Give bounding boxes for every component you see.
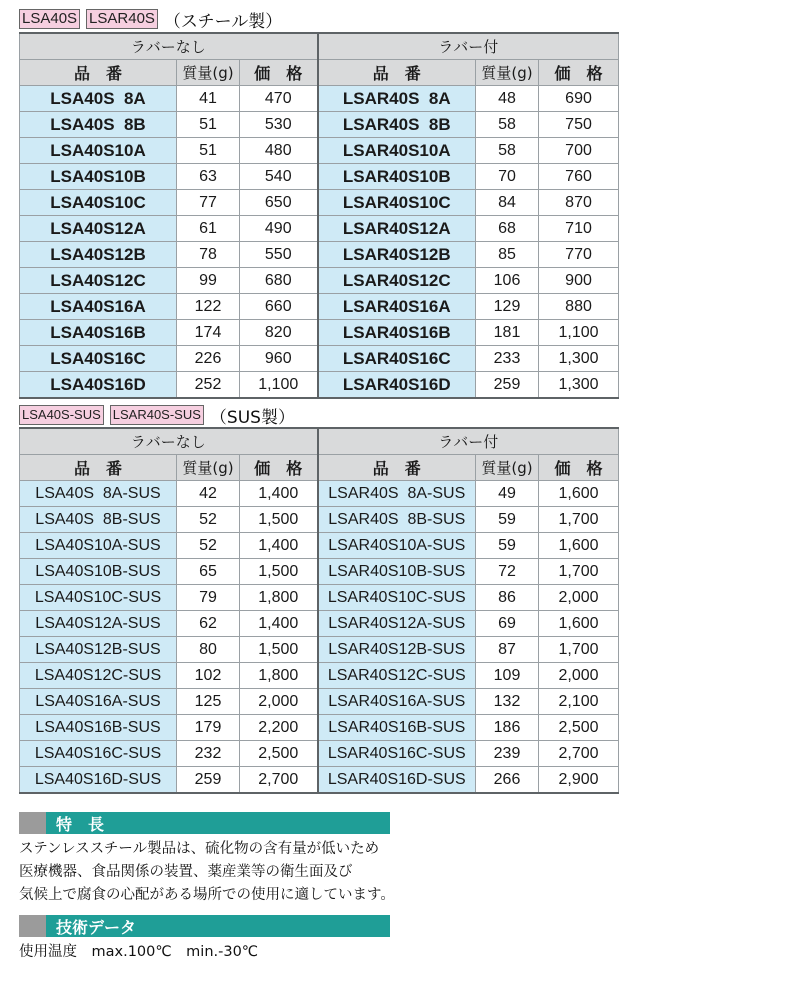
mass-rubber: 181 [476, 320, 539, 346]
part-number-rubber: LSAR40S10B [318, 164, 476, 190]
price-rubber: 1,600 [539, 481, 619, 507]
price-rubber: 750 [539, 112, 619, 138]
price-rubber: 870 [539, 190, 619, 216]
part-number-rubber: LSAR40S10A [318, 138, 476, 164]
steel-table-row [20, 112, 619, 138]
price-rubber: 2,100 [539, 689, 619, 715]
part-number-rubber: LSAR40S16D-SUS [318, 767, 476, 794]
steel-material-label: （スチール製） [163, 11, 283, 32]
part-number-no-rubber: LSA40S16C-SUS [20, 741, 177, 767]
price-rubber: 710 [539, 216, 619, 242]
mass-rubber: 85 [476, 242, 539, 268]
mass-no-rubber: 99 [177, 268, 240, 294]
mass-rubber: 239 [476, 741, 539, 767]
sus-tag-lsa40s-sus: LSA40S-SUS [19, 405, 104, 425]
steel-table-row [20, 294, 619, 320]
price-no-rubber: 1,400 [240, 611, 318, 637]
mass-no-rubber: 79 [177, 585, 240, 611]
mass-rubber: 69 [476, 611, 539, 637]
part-number-rubber: LSAR40S12B-SUS [318, 637, 476, 663]
mass-no-rubber: 102 [177, 663, 240, 689]
price-no-rubber: 2,700 [240, 767, 318, 794]
price-rubber: 1,700 [539, 507, 619, 533]
part-number-no-rubber: LSA40S 8B-SUS [20, 507, 177, 533]
part-number-no-rubber: LSA40S12A [20, 216, 177, 242]
price-rubber: 770 [539, 242, 619, 268]
part-number-rubber: LSAR40S12C-SUS [318, 663, 476, 689]
price-no-rubber: 480 [240, 138, 318, 164]
mass-no-rubber: 42 [177, 481, 240, 507]
steel-table-row [20, 138, 619, 164]
mass-no-rubber: 125 [177, 689, 240, 715]
steel-price-table [19, 32, 619, 399]
mass-rubber: 59 [476, 507, 539, 533]
part-number-rubber: LSAR40S 8A-SUS [318, 481, 476, 507]
mass-no-rubber: 51 [177, 138, 240, 164]
part-number-no-rubber: LSA40S12C [20, 268, 177, 294]
mass-rubber: 129 [476, 294, 539, 320]
steel-col-mass-a: 質量(g) [177, 60, 240, 86]
price-rubber: 2,000 [539, 663, 619, 689]
part-number-rubber: LSAR40S10A-SUS [318, 533, 476, 559]
mass-no-rubber: 232 [177, 741, 240, 767]
part-number-no-rubber: LSA40S16A [20, 294, 177, 320]
part-number-rubber: LSAR40S 8A [318, 86, 476, 112]
sus-table-row [20, 663, 619, 689]
sus-table-row [20, 715, 619, 741]
mass-no-rubber: 174 [177, 320, 240, 346]
price-no-rubber: 530 [240, 112, 318, 138]
part-number-rubber: LSAR40S12B [318, 242, 476, 268]
part-number-no-rubber: LSA40S16A-SUS [20, 689, 177, 715]
part-number-rubber: LSAR40S16B [318, 320, 476, 346]
mass-rubber: 68 [476, 216, 539, 242]
part-number-no-rubber: LSA40S10B [20, 164, 177, 190]
price-no-rubber: 650 [240, 190, 318, 216]
mass-rubber: 132 [476, 689, 539, 715]
features-line: 気候上で腐食の心配がある場所での使用に適しています。 [19, 887, 395, 903]
price-rubber: 1,700 [539, 637, 619, 663]
part-number-no-rubber: LSA40S10A-SUS [20, 533, 177, 559]
mass-no-rubber: 179 [177, 715, 240, 741]
part-number-rubber: LSAR40S12A [318, 216, 476, 242]
tech-data-header-accent [19, 915, 46, 937]
mass-no-rubber: 62 [177, 611, 240, 637]
price-no-rubber: 660 [240, 294, 318, 320]
price-no-rubber: 680 [240, 268, 318, 294]
part-number-rubber: LSAR40S12A-SUS [318, 611, 476, 637]
price-rubber: 1,300 [539, 346, 619, 372]
steel-table-row [20, 216, 619, 242]
steel-table-row [20, 372, 619, 399]
steel-table-row [20, 242, 619, 268]
part-number-rubber: LSAR40S16C [318, 346, 476, 372]
mass-no-rubber: 65 [177, 559, 240, 585]
steel-group-no-rubber: ラバーなし [20, 33, 318, 60]
steel-col-price-b: 価 格 [539, 60, 619, 86]
sus-group-rubber: ラバー付 [318, 428, 619, 455]
price-no-rubber: 540 [240, 164, 318, 190]
tech-data-text: 使用温度 max.100℃ min.-30℃ [19, 944, 259, 960]
price-no-rubber: 1,400 [240, 533, 318, 559]
steel-group-rubber: ラバー付 [318, 33, 619, 60]
part-number-no-rubber: LSA40S16B-SUS [20, 715, 177, 741]
sus-col-part-a: 品 番 [20, 455, 177, 481]
part-number-rubber: LSAR40S10C [318, 190, 476, 216]
features-header-accent [19, 812, 46, 834]
mass-rubber: 233 [476, 346, 539, 372]
steel-table-row [20, 268, 619, 294]
steel-col-mass-b: 質量(g) [476, 60, 539, 86]
sus-table-row [20, 533, 619, 559]
sus-material-label: （SUS製） [209, 407, 295, 428]
part-number-no-rubber: LSA40S12C-SUS [20, 663, 177, 689]
mass-no-rubber: 52 [177, 533, 240, 559]
sus-col-part-b: 品 番 [318, 455, 476, 481]
mass-rubber: 87 [476, 637, 539, 663]
sus-table-row [20, 689, 619, 715]
price-rubber: 1,300 [539, 372, 619, 399]
part-number-no-rubber: LSA40S10C [20, 190, 177, 216]
price-rubber: 2,700 [539, 741, 619, 767]
price-no-rubber: 1,800 [240, 585, 318, 611]
mass-no-rubber: 63 [177, 164, 240, 190]
mass-rubber: 86 [476, 585, 539, 611]
features-text [19, 838, 395, 907]
price-no-rubber: 490 [240, 216, 318, 242]
price-no-rubber: 550 [240, 242, 318, 268]
part-number-no-rubber: LSA40S 8A-SUS [20, 481, 177, 507]
part-number-no-rubber: LSA40S10B-SUS [20, 559, 177, 585]
price-rubber: 700 [539, 138, 619, 164]
mass-rubber: 58 [476, 112, 539, 138]
price-rubber: 880 [539, 294, 619, 320]
part-number-no-rubber: LSA40S12B-SUS [20, 637, 177, 663]
steel-tag-lsa40s: LSA40S [19, 9, 80, 29]
mass-rubber: 106 [476, 268, 539, 294]
mass-rubber: 48 [476, 86, 539, 112]
mass-rubber: 58 [476, 138, 539, 164]
mass-no-rubber: 52 [177, 507, 240, 533]
sus-table-row [20, 481, 619, 507]
part-number-rubber: LSAR40S 8B [318, 112, 476, 138]
price-rubber: 2,500 [539, 715, 619, 741]
price-rubber: 1,600 [539, 533, 619, 559]
sus-section-title [19, 404, 295, 426]
price-rubber: 2,000 [539, 585, 619, 611]
part-number-no-rubber: LSA40S16D [20, 372, 177, 399]
mass-no-rubber: 80 [177, 637, 240, 663]
sus-col-mass-b: 質量(g) [476, 455, 539, 481]
mass-rubber: 259 [476, 372, 539, 399]
features-header [19, 812, 390, 834]
sus-table-row [20, 637, 619, 663]
mass-no-rubber: 41 [177, 86, 240, 112]
steel-table-row [20, 320, 619, 346]
sus-col-price-b: 価 格 [539, 455, 619, 481]
mass-rubber: 186 [476, 715, 539, 741]
sus-table-row [20, 585, 619, 611]
part-number-no-rubber: LSA40S10C-SUS [20, 585, 177, 611]
price-no-rubber: 1,500 [240, 559, 318, 585]
mass-no-rubber: 61 [177, 216, 240, 242]
mass-no-rubber: 259 [177, 767, 240, 794]
mass-no-rubber: 77 [177, 190, 240, 216]
sus-table-row [20, 611, 619, 637]
mass-no-rubber: 122 [177, 294, 240, 320]
features-title: 特 長 [56, 814, 105, 834]
price-rubber: 900 [539, 268, 619, 294]
price-rubber: 1,700 [539, 559, 619, 585]
sus-tag-lsar40s-sus: LSAR40S-SUS [110, 405, 204, 425]
steel-col-part-b: 品 番 [318, 60, 476, 86]
steel-table-row [20, 190, 619, 216]
sus-table-row [20, 767, 619, 794]
steel-section-title [19, 8, 282, 30]
steel-table-row [20, 164, 619, 190]
price-no-rubber: 1,500 [240, 507, 318, 533]
mass-no-rubber: 78 [177, 242, 240, 268]
price-no-rubber: 1,800 [240, 663, 318, 689]
mass-rubber: 109 [476, 663, 539, 689]
part-number-no-rubber: LSA40S16D-SUS [20, 767, 177, 794]
part-number-no-rubber: LSA40S16C [20, 346, 177, 372]
part-number-rubber: LSAR40S16C-SUS [318, 741, 476, 767]
mass-no-rubber: 51 [177, 112, 240, 138]
mass-rubber: 49 [476, 481, 539, 507]
price-no-rubber: 470 [240, 86, 318, 112]
part-number-no-rubber: LSA40S 8B [20, 112, 177, 138]
mass-no-rubber: 226 [177, 346, 240, 372]
price-no-rubber: 960 [240, 346, 318, 372]
part-number-no-rubber: LSA40S12B [20, 242, 177, 268]
sus-table-row [20, 507, 619, 533]
mass-rubber: 70 [476, 164, 539, 190]
price-rubber: 690 [539, 86, 619, 112]
mass-rubber: 72 [476, 559, 539, 585]
sus-group-no-rubber: ラバーなし [20, 428, 318, 455]
steel-table-row [20, 346, 619, 372]
part-number-no-rubber: LSA40S16B [20, 320, 177, 346]
steel-col-price-a: 価 格 [240, 60, 318, 86]
part-number-rubber: LSAR40S16B-SUS [318, 715, 476, 741]
tech-data-title: 技術データ [56, 917, 137, 937]
price-no-rubber: 820 [240, 320, 318, 346]
part-number-rubber: LSAR40S10B-SUS [318, 559, 476, 585]
part-number-rubber: LSAR40S10C-SUS [318, 585, 476, 611]
price-rubber: 2,900 [539, 767, 619, 794]
price-no-rubber: 2,500 [240, 741, 318, 767]
steel-table-row [20, 86, 619, 112]
sus-table-row [20, 559, 619, 585]
features-line: ステンレススチール製品は、硫化物の含有量が低いため [19, 841, 380, 857]
features-line: 医療機器、食品関係の装置、薬産業等の衛生面及び [19, 864, 353, 880]
part-number-rubber: LSAR40S12C [318, 268, 476, 294]
price-no-rubber: 1,500 [240, 637, 318, 663]
mass-rubber: 84 [476, 190, 539, 216]
part-number-no-rubber: LSA40S 8A [20, 86, 177, 112]
mass-rubber: 59 [476, 533, 539, 559]
sus-price-table [19, 427, 619, 794]
steel-col-part-a: 品 番 [20, 60, 177, 86]
part-number-no-rubber: LSA40S12A-SUS [20, 611, 177, 637]
sus-col-price-a: 価 格 [240, 455, 318, 481]
price-rubber: 1,100 [539, 320, 619, 346]
price-rubber: 760 [539, 164, 619, 190]
price-no-rubber: 1,100 [240, 372, 318, 399]
part-number-rubber: LSAR40S16A [318, 294, 476, 320]
steel-tag-lsar40s: LSAR40S [86, 9, 158, 29]
price-rubber: 1,600 [539, 611, 619, 637]
part-number-rubber: LSAR40S16A-SUS [318, 689, 476, 715]
tech-data-header [19, 915, 390, 937]
price-no-rubber: 2,200 [240, 715, 318, 741]
price-no-rubber: 1,400 [240, 481, 318, 507]
part-number-no-rubber: LSA40S10A [20, 138, 177, 164]
price-no-rubber: 2,000 [240, 689, 318, 715]
part-number-rubber: LSAR40S 8B-SUS [318, 507, 476, 533]
mass-rubber: 266 [476, 767, 539, 794]
sus-col-mass-a: 質量(g) [177, 455, 240, 481]
mass-no-rubber: 252 [177, 372, 240, 399]
part-number-rubber: LSAR40S16D [318, 372, 476, 399]
sus-table-row [20, 741, 619, 767]
